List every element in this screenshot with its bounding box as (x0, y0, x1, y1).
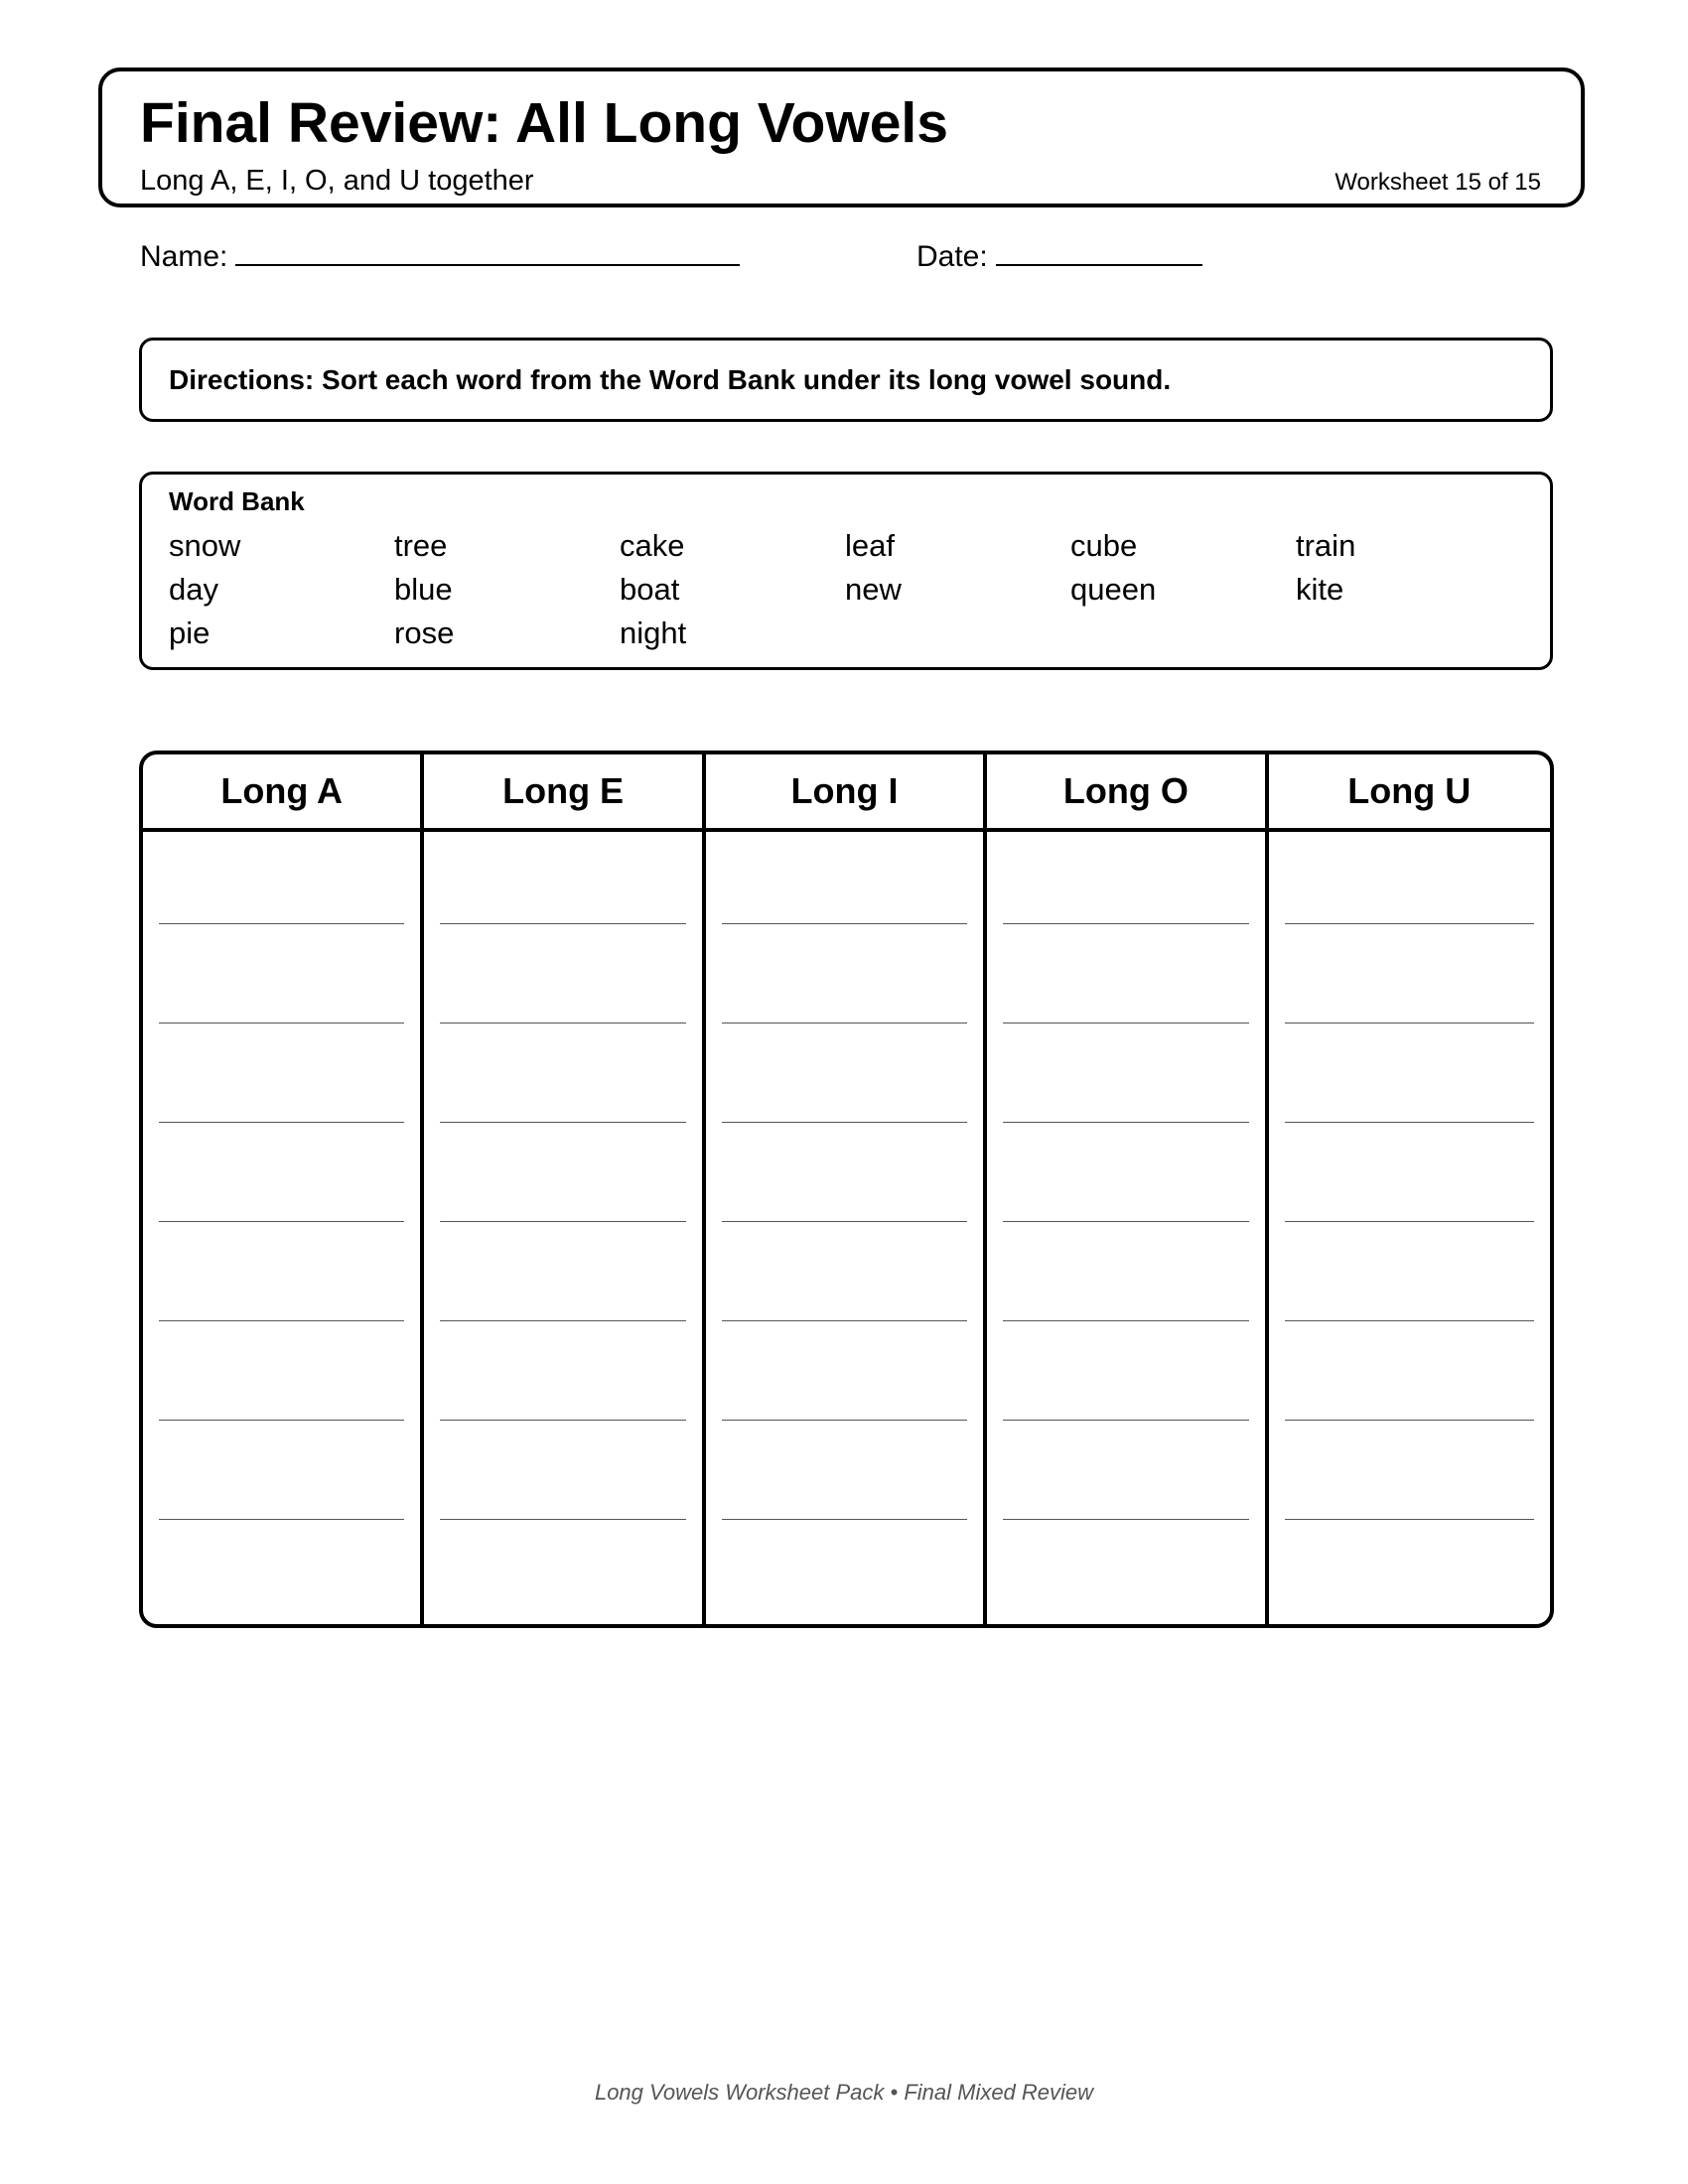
sort-table (139, 751, 1554, 1628)
answer-line[interactable] (440, 1519, 685, 1520)
answer-line[interactable] (1003, 1221, 1248, 1222)
answer-line[interactable] (1003, 1420, 1248, 1421)
answer-line[interactable] (1003, 1122, 1248, 1123)
answer-line[interactable] (440, 1221, 685, 1222)
answer-line[interactable] (1285, 1320, 1534, 1321)
answer-line[interactable] (722, 1420, 967, 1421)
answer-line[interactable] (159, 1122, 404, 1123)
sort-column (987, 754, 1268, 1624)
answer-line[interactable] (1003, 923, 1248, 924)
answer-line[interactable] (440, 1122, 685, 1123)
name-field[interactable] (140, 242, 740, 272)
answer-line[interactable] (722, 923, 967, 924)
date-blank-line[interactable] (996, 263, 1202, 266)
column-header: Long I (706, 754, 983, 832)
name-label: Name: (140, 240, 228, 273)
sort-column (143, 754, 424, 1624)
directions-text: Directions: Sort each word from the Word Bank under its long vowel sound. (169, 364, 1172, 395)
answer-line[interactable] (1285, 1519, 1534, 1520)
word-bank-word: snow (169, 528, 241, 563)
answer-line[interactable] (722, 1023, 967, 1024)
word-bank-word: night (620, 615, 687, 650)
answer-line[interactable] (440, 1023, 685, 1024)
word-bank-word: blue (394, 572, 453, 607)
page-title: Final Review: All Long Vowels (140, 91, 948, 155)
answer-line[interactable] (440, 1420, 685, 1421)
word-bank-word: boat (620, 572, 680, 607)
column-header: Long U (1269, 754, 1550, 832)
answer-line[interactable] (440, 923, 685, 924)
word-bank-word: tree (394, 528, 448, 563)
answer-line[interactable] (722, 1320, 967, 1321)
sort-column (424, 754, 705, 1624)
answer-line[interactable] (159, 1320, 404, 1321)
answer-line[interactable] (1285, 1023, 1534, 1024)
word-bank-word: cube (1070, 528, 1138, 563)
answer-line[interactable] (1003, 1023, 1248, 1024)
name-blank-line[interactable] (235, 263, 740, 266)
column-header: Long E (424, 754, 701, 832)
footer-text: Long Vowels Worksheet Pack • Final Mixed Review (594, 2080, 1094, 2105)
answer-line[interactable] (159, 1221, 404, 1222)
word-bank-word: queen (1070, 572, 1157, 607)
word-bank-title: Word Bank (169, 486, 305, 516)
answer-line[interactable] (722, 1221, 967, 1222)
column-header: Long A (143, 754, 420, 832)
word-bank-word: day (169, 572, 218, 607)
word-bank-word: cake (620, 528, 685, 563)
word-bank-word: leaf (845, 528, 895, 563)
answer-line[interactable] (1285, 1420, 1534, 1421)
word-bank-word: rose (394, 615, 455, 650)
answer-line[interactable] (1285, 923, 1534, 924)
answer-line[interactable] (159, 1023, 404, 1024)
answer-line[interactable] (1285, 1122, 1534, 1123)
answer-line[interactable] (440, 1320, 685, 1321)
sort-column (706, 754, 987, 1624)
answer-line[interactable] (722, 1122, 967, 1123)
word-bank-word: pie (169, 615, 211, 650)
answer-line[interactable] (1003, 1320, 1248, 1321)
word-bank-word: train (1296, 528, 1356, 563)
answer-line[interactable] (1003, 1519, 1248, 1520)
date-field[interactable] (916, 242, 1202, 272)
word-bank-word: new (845, 572, 902, 607)
answer-line[interactable] (159, 1420, 404, 1421)
page-subtitle: Long A, E, I, O, and U together (140, 165, 534, 197)
sort-column (1269, 754, 1550, 1624)
answer-line[interactable] (159, 1519, 404, 1520)
worksheet-counter: Worksheet 15 of 15 (1335, 169, 1541, 196)
answer-line[interactable] (159, 923, 404, 924)
word-bank-word: kite (1296, 572, 1344, 607)
answer-line[interactable] (722, 1519, 967, 1520)
column-header: Long O (987, 754, 1264, 832)
answer-line[interactable] (1285, 1221, 1534, 1222)
word-bank-list (169, 527, 1519, 658)
date-label: Date: (916, 240, 988, 273)
